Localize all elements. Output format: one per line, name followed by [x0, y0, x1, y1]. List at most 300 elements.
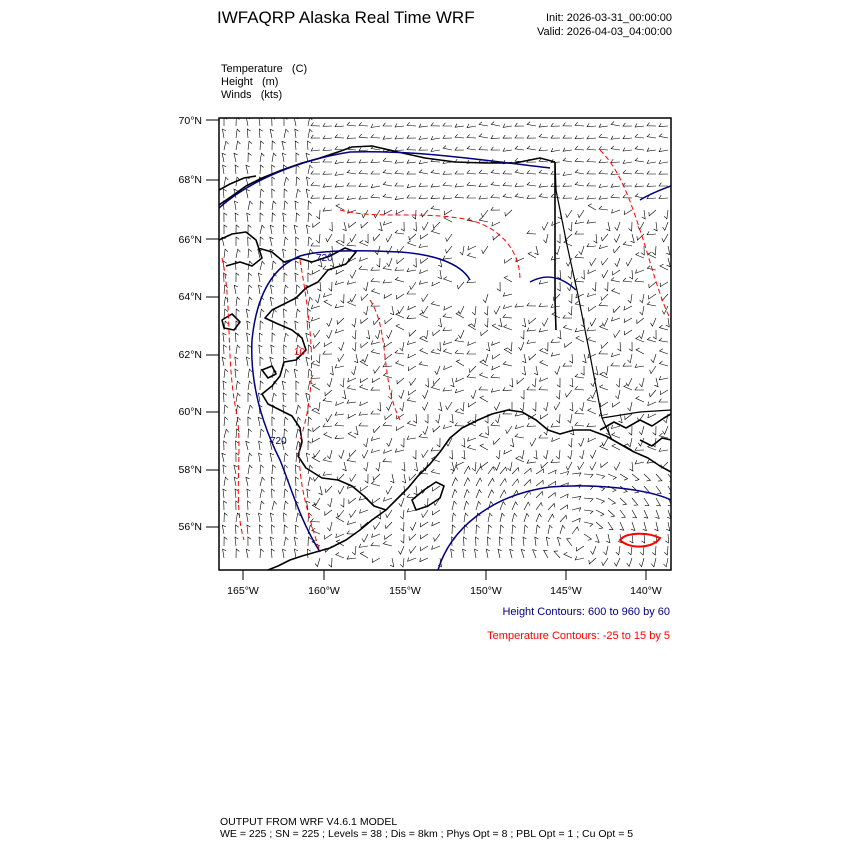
wind-barb — [422, 294, 428, 302]
wind-barb — [616, 546, 620, 555]
wind-barb — [575, 146, 584, 150]
wind-barb — [361, 222, 368, 228]
wind-barb — [563, 195, 572, 198]
wind-barb — [527, 328, 536, 332]
wind-barb — [539, 170, 548, 174]
wind-barb — [564, 552, 572, 558]
wind-barb — [258, 273, 262, 282]
wind-barb — [615, 258, 620, 267]
wind-barb — [467, 170, 476, 174]
wind-barb — [599, 170, 608, 174]
wind-barb — [613, 306, 620, 313]
wind-barb — [624, 318, 632, 323]
wind-barb — [629, 426, 632, 435]
wind-barb — [605, 282, 608, 291]
wind-barb — [455, 194, 464, 198]
wind-barb — [596, 510, 604, 516]
wind-barb — [628, 354, 633, 363]
wind-barb — [558, 330, 562, 339]
wind-barb — [623, 123, 632, 126]
wind-barb — [419, 281, 428, 285]
wind-barb — [359, 544, 368, 548]
wind-barb — [398, 546, 404, 554]
wind-barb — [539, 303, 548, 306]
wind-barb — [283, 213, 287, 222]
wind-barb — [590, 462, 596, 470]
wind-barb — [282, 141, 286, 150]
wind-barb — [315, 558, 320, 567]
wind-barb — [324, 342, 332, 347]
wind-barb — [399, 498, 404, 507]
wind-barb — [311, 518, 320, 522]
wind-barb — [557, 270, 560, 279]
wind-barb — [395, 170, 404, 174]
wind-barb — [431, 229, 440, 234]
height-contour-north — [219, 152, 550, 208]
wind-barb — [624, 306, 632, 310]
wind-barb — [611, 159, 620, 162]
wind-barb — [401, 222, 404, 231]
wind-barb — [510, 438, 514, 447]
wind-barb — [515, 425, 524, 429]
wind-barb — [387, 258, 392, 267]
wind-barb — [515, 146, 524, 150]
wind-barb — [235, 369, 239, 378]
wind-barb — [527, 340, 536, 344]
wind-barb — [419, 124, 428, 128]
wind-barb — [371, 542, 380, 546]
wind-barb — [594, 366, 598, 375]
wind-barb — [563, 135, 572, 138]
wind-barb — [360, 402, 368, 406]
wind-barb — [236, 381, 240, 390]
wind-barb — [385, 318, 392, 324]
wind-barb — [481, 330, 488, 336]
wind-barb — [660, 282, 668, 287]
wind-barb — [452, 501, 457, 510]
wind-barb — [248, 417, 251, 426]
wind-barb — [575, 158, 584, 162]
wind-barb — [666, 318, 670, 327]
wind-barb — [649, 210, 656, 216]
wind-barb — [563, 315, 572, 318]
wind-barb — [527, 387, 536, 390]
wind-barb — [335, 364, 344, 368]
wind-barb — [347, 400, 356, 404]
wind-barb — [491, 170, 500, 174]
wind-barb — [361, 342, 368, 348]
wind-barb — [591, 546, 596, 554]
wind-barb — [399, 390, 404, 399]
wind-barb — [375, 330, 380, 339]
wind-barb — [313, 426, 320, 432]
wind-barb — [648, 414, 656, 418]
wind-barb — [260, 477, 265, 486]
wind-barb — [506, 426, 512, 434]
wind-barb — [307, 489, 311, 498]
wind-barb — [386, 510, 392, 518]
wind-barb — [496, 450, 500, 459]
wind-barb — [666, 246, 670, 255]
wind-barb — [347, 521, 356, 525]
wind-barb — [601, 234, 608, 241]
wind-barb — [384, 449, 392, 453]
wind-barb — [407, 291, 416, 294]
wind-barb — [563, 158, 572, 162]
wind-barb — [476, 466, 482, 474]
wind-barb — [572, 527, 579, 534]
wind-barb — [650, 318, 656, 326]
wind-barb — [260, 237, 263, 246]
wind-barb — [434, 534, 441, 541]
wind-barb — [529, 354, 536, 360]
wind-barb — [328, 498, 333, 507]
wind-barb — [414, 462, 418, 471]
wind-barb — [248, 225, 251, 234]
wind-barb — [431, 148, 440, 152]
wind-barb — [629, 342, 632, 351]
wind-barb — [248, 297, 252, 306]
wind-barb — [572, 518, 580, 522]
wind-barb — [599, 196, 608, 200]
wind-barb — [284, 333, 289, 342]
wind-barb — [272, 393, 277, 402]
wind-barb — [336, 534, 344, 538]
wind-barb — [623, 170, 632, 174]
height-contour-east — [530, 186, 671, 290]
wind-barb — [420, 312, 428, 318]
wind-barb — [551, 135, 560, 138]
wind-barb — [270, 297, 274, 306]
wind-barb — [479, 170, 488, 174]
wind-barb — [259, 537, 263, 546]
wind-barb — [373, 474, 380, 480]
wind-barb — [660, 264, 668, 270]
wind-barb — [643, 522, 647, 531]
wind-barb — [443, 425, 452, 429]
wind-barb — [260, 261, 265, 270]
valid-time: Valid: 2026-04-03_04:00:00 — [537, 26, 672, 38]
wind-barb — [491, 135, 500, 138]
wind-barb — [647, 123, 656, 126]
wind-barb — [641, 534, 644, 543]
wind-barb — [544, 550, 548, 558]
wind-barb — [329, 282, 333, 291]
wind-barb — [651, 354, 656, 363]
wind-barb — [296, 489, 299, 498]
wind-barb — [476, 490, 482, 498]
wind-barb — [317, 282, 321, 291]
wind-barb — [452, 525, 456, 534]
wind-barb — [560, 494, 568, 498]
wind-barb — [635, 170, 644, 174]
wind-barb — [431, 301, 440, 306]
wind-barb — [505, 210, 512, 216]
wind-barb — [323, 123, 332, 126]
wind-barb — [385, 342, 393, 347]
wind-barb — [639, 426, 644, 435]
wind-barb — [659, 160, 668, 164]
wind-barb — [611, 353, 620, 357]
wind-barb — [604, 366, 608, 375]
wind-barb — [541, 462, 548, 468]
wind-barb — [379, 222, 383, 231]
wind-barb — [601, 462, 608, 468]
wind-barb — [336, 402, 344, 406]
wind-barb — [235, 333, 238, 342]
wind-barb — [372, 378, 380, 382]
wind-barb — [354, 354, 358, 363]
wind-barb — [498, 549, 502, 558]
wind-barb — [539, 387, 548, 391]
wind-barb — [584, 474, 593, 478]
wind-barb — [608, 498, 616, 504]
wind-barb — [467, 279, 476, 282]
wind-barb — [259, 453, 263, 462]
wind-barb — [282, 153, 286, 162]
footer-model: OUTPUT FROM WRF V4.6.1 MODEL — [220, 816, 398, 828]
wind-barb — [581, 270, 584, 279]
wind-barb — [283, 393, 287, 402]
wind-barb — [311, 182, 320, 186]
wind-barb — [601, 294, 608, 300]
wind-barb — [664, 558, 669, 567]
lon-label-150: 150°W — [470, 585, 502, 597]
wind-barb — [352, 330, 356, 339]
wind-barb — [461, 438, 465, 447]
wind-barb — [283, 225, 286, 234]
wind-barb — [363, 354, 368, 362]
wind-barb — [422, 222, 428, 230]
wind-barb — [270, 225, 274, 234]
wind-barb — [315, 294, 320, 303]
wind-barb — [260, 489, 265, 498]
wind-barb — [234, 465, 238, 474]
wind-barb — [527, 170, 536, 174]
wind-barb — [236, 141, 240, 150]
wind-barb — [312, 317, 321, 321]
wind-barb — [580, 402, 584, 411]
wind-barb — [248, 201, 253, 210]
wind-barb — [587, 397, 596, 402]
wind-barb — [543, 234, 548, 243]
wind-barb — [362, 450, 368, 458]
wind-barb — [548, 525, 552, 534]
wind-barb — [467, 182, 476, 186]
wind-barb — [580, 450, 585, 459]
wind-barb — [347, 458, 356, 462]
wind-barb — [654, 522, 658, 531]
wind-barb — [431, 469, 440, 474]
wind-barb — [491, 122, 500, 126]
wind-barb — [419, 195, 428, 198]
wind-barb — [311, 135, 320, 138]
wind-barb — [323, 171, 332, 174]
wind-barb — [648, 402, 656, 406]
wind-barb — [575, 182, 584, 186]
wind-barb — [485, 318, 489, 327]
wind-barb — [635, 146, 644, 150]
wind-barb — [236, 345, 240, 354]
wind-barb — [247, 129, 250, 138]
wind-barb — [396, 361, 404, 366]
wind-barb — [536, 514, 542, 522]
wind-barb — [419, 244, 428, 248]
wind-barb — [347, 281, 356, 285]
wind-barb — [359, 147, 368, 150]
wind-barb — [327, 450, 332, 459]
wind-barb — [325, 534, 332, 539]
wind-barb — [494, 306, 500, 314]
wind-barb — [308, 213, 312, 222]
wind-barb — [372, 558, 380, 563]
wind-barb — [360, 257, 368, 261]
wind-barb — [432, 510, 440, 515]
wind-barb — [515, 135, 524, 138]
wind-barb — [542, 222, 548, 230]
wind-barb — [451, 462, 455, 471]
wind-barb — [499, 537, 502, 546]
wind-barb — [575, 196, 584, 200]
wind-barb — [660, 349, 669, 354]
wind-barb — [572, 508, 581, 512]
wind-barb — [296, 309, 300, 318]
wind-barb — [587, 136, 596, 139]
wind-barb — [384, 221, 393, 225]
wind-barb — [374, 210, 380, 218]
wind-barb — [483, 354, 488, 363]
temperature-contour-interior — [340, 210, 520, 420]
wind-barb — [296, 153, 299, 162]
wind-barb — [308, 417, 312, 426]
wind-barb — [386, 402, 392, 410]
wind-barb — [224, 369, 228, 378]
wind-barb — [235, 201, 239, 210]
wind-barb — [383, 266, 392, 270]
wind-barb — [563, 148, 572, 152]
wind-barb — [456, 360, 464, 366]
wind-barb — [528, 252, 536, 258]
wind-barb — [347, 556, 356, 560]
wind-barb — [455, 423, 464, 427]
wind-barb — [222, 357, 226, 366]
wind-barb — [569, 294, 572, 303]
wind-barb — [659, 325, 668, 330]
southeast-alaska-panhandle — [600, 414, 671, 446]
wind-barb — [587, 220, 596, 224]
wind-barb — [284, 177, 289, 186]
wind-barb — [272, 141, 275, 150]
wind-barb — [635, 278, 644, 282]
wind-barb — [350, 474, 356, 482]
wind-barb — [270, 129, 274, 138]
wind-barb — [385, 414, 392, 420]
wind-barb — [508, 462, 513, 471]
wind-barb — [504, 276, 512, 282]
wind-barb — [557, 234, 560, 243]
wind-barb — [636, 348, 644, 354]
wind-barb — [235, 357, 239, 366]
wind-barb — [246, 513, 250, 522]
wind-barb — [224, 513, 227, 522]
wind-barb — [635, 364, 644, 368]
wind-barb — [308, 537, 312, 546]
wind-barb — [359, 412, 368, 416]
wind-barb — [400, 342, 404, 351]
wind-barb — [246, 549, 250, 558]
wind-barb — [625, 330, 633, 335]
wind-barb — [596, 498, 604, 503]
wind-barb — [335, 195, 344, 198]
wind-barb — [639, 558, 644, 567]
wind-barb — [295, 141, 298, 150]
wind-barb — [372, 289, 381, 294]
wind-barb — [341, 498, 344, 507]
wind-barb — [235, 525, 238, 534]
wind-barb — [488, 467, 495, 474]
wind-barb — [629, 270, 632, 279]
wind-barb — [342, 390, 346, 399]
lat-label-60: 60°N — [178, 406, 202, 418]
wind-barb — [464, 513, 468, 522]
wind-barb — [503, 183, 512, 187]
wind-barb — [223, 465, 227, 474]
wind-barb — [234, 477, 238, 486]
wind-barb — [599, 184, 608, 188]
wind-barb — [414, 486, 418, 495]
wind-barb — [575, 410, 584, 414]
wind-barb — [527, 231, 536, 235]
wind-barb — [271, 477, 275, 486]
wind-barb — [599, 159, 608, 162]
wind-barb — [385, 354, 392, 360]
wind-barb — [360, 240, 368, 246]
wind-barb — [336, 270, 344, 274]
wind-barb — [449, 450, 452, 459]
wind-barb — [488, 525, 492, 534]
wind-barb — [410, 522, 416, 530]
wind-barb — [651, 558, 656, 567]
wind-barb — [542, 318, 548, 326]
wind-barb — [570, 378, 573, 387]
wind-barb — [654, 222, 658, 231]
wind-barb — [433, 426, 440, 432]
wind-barb — [628, 546, 632, 555]
wind-barb — [493, 354, 500, 359]
wind-barb — [551, 424, 560, 428]
wind-barb — [409, 534, 416, 540]
lon-label-155: 155°W — [389, 585, 421, 597]
wind-barb — [628, 294, 632, 303]
wind-barb — [431, 385, 440, 390]
wind-barb — [456, 462, 464, 466]
wind-barb — [335, 160, 344, 164]
wind-barb — [295, 261, 298, 270]
wind-barb — [248, 153, 251, 162]
init-time: Init: 2026-03-31_00:00:00 — [546, 12, 672, 24]
wind-barb — [515, 304, 524, 308]
wind-barb — [602, 558, 608, 566]
wind-barb — [329, 222, 332, 231]
wind-barb — [284, 369, 289, 378]
wind-barb — [599, 146, 608, 150]
wind-barb — [360, 509, 368, 513]
wind-barb — [359, 160, 368, 164]
wind-barb — [443, 196, 452, 200]
wind-barb — [323, 184, 332, 188]
wind-barb — [568, 270, 572, 279]
wind-barb — [443, 135, 452, 138]
